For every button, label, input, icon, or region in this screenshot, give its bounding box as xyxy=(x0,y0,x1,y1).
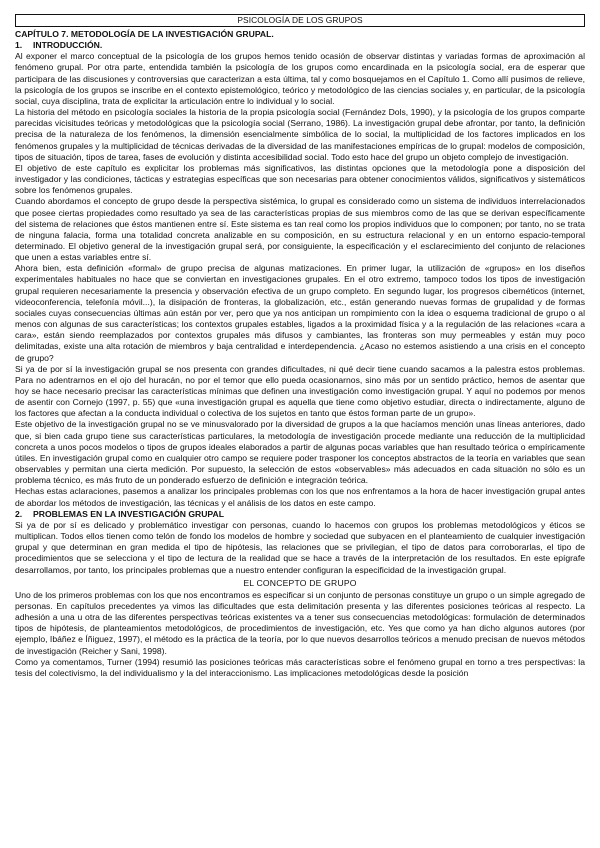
paragraph: Si ya de por sí es delicado y problemático investigar con personas, cuando lo hacemos con grupos los problemas metodológicos y éticos se multiplican. Todos ellos tienen como telón de fondo los modelos de hombre y sociedad que subyacen en el planteamiento de cualquier investigación grupal y que determinan en gran medida el tipo de hipótesis, las relaciones que se privilegian, el tipo de datos para corroborarlas, el tipo de procedimientos que se selecciona y el tipo de lectura de la realidad que se hace a través de la interpretación de los resultados. En este epígrafe desarrollamos, por tanto, los principales problemas que a nuestro entender configuran la especificidad de la investigación grupal. xyxy=(15,519,585,575)
section-heading-introduction xyxy=(15,40,585,51)
paragraph: Como ya comentamos, Turner (1994) resumió las posiciones teóricas más características sobre el fenómeno grupal en torno a tres perspectivas: la tesis del colectivismo, la del individualismo y la del interaccionismo. Las implicaciones metodológicas desde la posición xyxy=(15,656,585,678)
paragraph: Al exponer el marco conceptual de la psicología de los grupos hemos tenido ocasión de observar distintas y variadas formas de aproximación al fenómeno grupal. Por otra parte, entendida también la psicología de los grupos como encardinada en la psicología social, era de esperar que participara de las discusiones y controversias que caracterizan a esta última, tal y como bosquejamos en el Capítulo 1. Como allí pusimos de relieve, la psicología de los grupos se inscribe en el contexto epistemológico, teórico y metodológico de las ciencias sociales y, en particular, de la psicología social, cuya disciplina, trata de explicitar la articulación entre lo individual y lo social. xyxy=(15,51,585,106)
section-heading-problems xyxy=(15,509,585,520)
paragraph: Hechas estas aclaraciones, pasemos a analizar los principales problemas con los que nos enfrentamos a la hora de hacer investigación grupal antes de abordar los métodos de investigación, las técnicas y el análisis de los datos en este campo. xyxy=(15,486,585,508)
paragraph: Este objetivo de la investigación grupal no se ve minusvalorado por la diversidad de grupos a la que hacíamos mención unas líneas anteriores, dado que, si bien cada grupo tiene sus características particulares, la metodología de investigación procede mediante una reducción de la multiplicidad concreta a unos pocos modelos o tipos de grupos ideales elaborados a partir de algunas pocas variables que han resultado teórica o empíricamente útiles. En investigación grupal como en cualquier otro campo se requiere poder trasponer los conceptos abstractos de la teoría en variables que sean observables y permitan una cierta medición. Por supuesto, la selección de estos «observables» más adecuados en cada situación no sólo es un problema técnico, es más fruto de un ponderado esfuerzo de definición e integración teórica. xyxy=(15,419,585,486)
section-number: 1. xyxy=(15,40,23,51)
paragraph: Cuando abordamos el concepto de grupo desde la perspectiva sistémica, lo grupal es considerado como un sistema de individuos interrelacionados que posee ciertas propiedades como resultado ya sea de las características propias de sus miembros como de las que se derivan específicamente del sistema de relaciones que éstos mantienen entre sí. Este sistema es tan real como los propios individuos que lo componen; por tanto, no se trata de ninguna falacia, forma una totalidad concreta analizable en su composición, en su estructura relacional y en un entorno espacio-temporal determinado. El objetivo general de la investigación grupal será, por consiguiente, la especificación y el esclarecimiento del conjunto de relaciones que unen a estas variables entre sí. xyxy=(15,196,585,263)
section-number: 2. xyxy=(15,508,23,519)
paragraph: Ahora bien, esta definición «formal» de grupo precisa de algunas matizaciones. En primer lugar, la utilización de «grupos» en los diseños experimentales habituales no hace que se conviertan en investigaciones grupales. En el otro extremo, tampoco todos los tipos de investigación grupal requieren necesariamente la presencia y observación efectiva de un grupo completo. En segundo lugar, los progresos cibernéticos (internet, videoconferencia, telefonía móvil...), la disipación de fronteras, la globalización, etc., están generando nuevas formas de grupalidad y de formas sociales cuyas consecuencias últimas aún están por ver, pero que ya nos anticipan un rompimiento con la idea o esquema tradicional de grupo o al menos con algunas de sus características; los contextos grupales estables, ligados a la proximidad física y a la regulación de las relaciones «cara a cara», están siendo reemplazados por contextos grupales más difusos y cambiantes, las fronteras son muy permeables y están muy poco delimitadas, existe una alta rotación de miembros y baja centralidad e interdependencia. ¿Acaso no estemos asistiendo a una crisis en el concepto de grupo? xyxy=(15,263,585,363)
chapter-title: CAPÍTULO 7. METODOLOGÍA DE LA INVESTIGACIÓN GRUPAL. xyxy=(15,29,274,39)
running-header: PSICOLOGÍA DE LOS GRUPOS xyxy=(15,14,585,27)
paragraph: Uno de los primeros problemas con los que nos encontramos es especificar si un conjunto de personas constituye un grupo o un simple agregado de personas. En capítulos precedentes ya vimos las dificultades que esta delimitación presenta y las diferentes posiciones teóricas al respecto. La adhesión a una u otra de las diferentes perspectivas teóricas existentes va a tener sus consecuencias metodológicas: formulación de determinados tipos de hipótesis, de planteamientos metodológicos, de procedimientos de investigación, etc. Yes que como ya han dicho algunos autores (por ejemplo, Ibáñez e Íñiguez, 1997), el método es la práctica de la teoría, por lo que nuevos desarrollos teóricos a menudo precisan de nuevos métodos de investigación (Reicher y Sani, 1998). xyxy=(15,589,585,656)
paragraph: La historia del método en psicología sociales la historia de la propia psicología social (Fernández Dols, 1990), y la psicología de los grupos comparte parecidas vicisitudes teóricas y metodológicas que la psicología social (Serrano, 1986). La investigación grupal debe afrontar, por tanto, la definición precisa de la naturaleza de los fenómenos, la dimensión esencialmente simbólica de lo social, la multiplicidad de los factores implicados en los fenómenos grupales y la multiplicidad de técnicas derivadas de la diversidad de las manifestaciones empíricas de lo grupal: modelos de composición, tipos de situación, tipos de tarea, fases de evolución y distinta accesibilidad social. Todo esto hace del grupo un objeto complejo de investigación. xyxy=(15,107,585,162)
paragraph: Si ya de por sí la investigación grupal se nos presenta con grandes dificultades, ni qué decir tiene cuando sacamos a la palestra estos problemas. Para no adentrarnos en el ojo del huracán, no por el temor que ello pueda ocasionarnos, sino más por un sentido práctico, hemos de asentar que hoy se hace necesario precisar las características mínimas que definen una investigación como investigación grupal. Y aquí no podemos por menos de asentir con Cornejo (1997, p. 55) que «una investigación grupal es aquella que tiene como objetivo estudiar, directa o indirectamente, alguno de los factores que afectan a la conducta individual o colectiva de los sujetos en tanto que éstos forman parte de un grupo». xyxy=(15,363,585,419)
section-title: INTRODUCCIÓN. xyxy=(33,40,103,51)
subheading-concept-of-group: EL CONCEPTO DE GRUPO xyxy=(243,577,357,588)
paragraph: El objetivo de este capítulo es explicitar los problemas más significativos, las distintas opciones que la metodología pone a disposición del investigador y las condiciones, tácticas y estrategias específicas que son necesarias para obtener conocimientos válidos, significativos y sistemáticos sobre los fenómenos grupales. xyxy=(15,162,585,196)
section-title: PROBLEMAS EN LA INVESTIGACIÓN GRUPAL xyxy=(33,508,224,519)
